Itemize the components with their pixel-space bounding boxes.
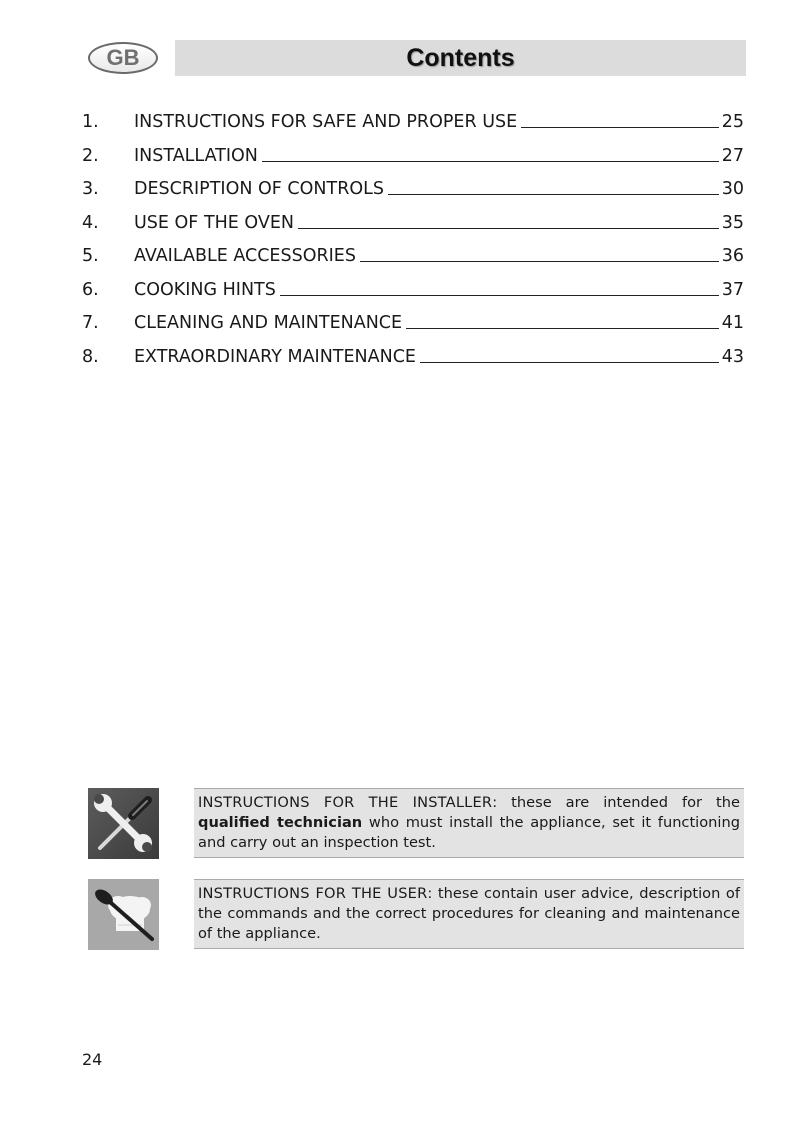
user-heading: INSTRUCTIONS FOR THE USER [198, 885, 428, 902]
toc-row[interactable] [82, 313, 744, 347]
toc-leader [521, 126, 719, 128]
toc-number: 1. [82, 112, 99, 132]
toc-row[interactable] [82, 280, 744, 314]
toc-title: COOKING HINTS [134, 279, 276, 300]
user-instructions [88, 879, 744, 951]
toc-row[interactable] [82, 112, 744, 146]
toc-leader [280, 294, 719, 296]
toc-number: 7. [82, 313, 99, 333]
title-bar [175, 40, 746, 76]
toc-page: 27 [721, 145, 744, 166]
toc-title: EXTRAORDINARY MAINTENANCE [134, 346, 416, 367]
toc-leader [406, 327, 719, 329]
toc-title: DESCRIPTION OF CONTROLS [134, 179, 384, 199]
toc-title: INSTALLATION [134, 145, 258, 166]
table-of-contents [82, 112, 744, 380]
page-title: Contents [406, 43, 515, 72]
toc-row[interactable] [82, 179, 744, 213]
toc-leader [298, 227, 719, 229]
toc-leader [388, 193, 719, 195]
toc-title: INSTRUCTIONS FOR SAFE AND PROPER USE [134, 112, 518, 132]
toc-leader [262, 160, 719, 162]
toc-number: 3. [82, 179, 99, 199]
toc-number: 5. [82, 246, 99, 266]
spoon-chef-hat-icon [88, 879, 159, 950]
toc-page: 43 [721, 346, 744, 367]
toc-leader [420, 361, 719, 363]
toc-row[interactable] [82, 246, 744, 280]
toc-row[interactable] [82, 347, 744, 381]
language-badge: GB [88, 42, 158, 74]
toc-page: 25 [721, 112, 744, 132]
installer-instructions [88, 788, 744, 860]
user-text: : these contain user advice, description of the commands and the correct procedures for cleaning and maintenance of the appliance. [198, 885, 740, 942]
toc-page: 36 [721, 246, 744, 266]
toc-row[interactable] [82, 213, 744, 247]
toc-title: AVAILABLE ACCESSORIES [134, 246, 356, 266]
installer-emphasis: qualified technician [198, 814, 363, 831]
toc-page: 35 [721, 212, 744, 233]
installer-text-1: : these are intended for the [492, 794, 740, 811]
toc-number: 8. [82, 346, 99, 367]
page-number: 24 [82, 1050, 103, 1069]
page-header [88, 38, 746, 78]
toc-title: CLEANING AND MAINTENANCE [134, 313, 403, 333]
toc-number: 6. [82, 279, 99, 300]
toc-title: USE OF THE OVEN [134, 212, 294, 233]
installer-text-2: who must install the appliance, set it functioning and carry out an inspection test. [198, 814, 740, 851]
toc-page: 37 [721, 279, 744, 300]
toc-page: 41 [721, 313, 744, 333]
installer-note [194, 788, 744, 858]
toc-page: 30 [721, 179, 744, 199]
user-note [194, 879, 744, 949]
toc-number: 4. [82, 212, 99, 233]
tools-icon [88, 788, 159, 859]
installer-heading: INSTRUCTIONS FOR THE INSTALLER [198, 794, 493, 811]
toc-number: 2. [82, 145, 99, 166]
toc-row[interactable] [82, 146, 744, 180]
toc-leader [360, 260, 719, 262]
